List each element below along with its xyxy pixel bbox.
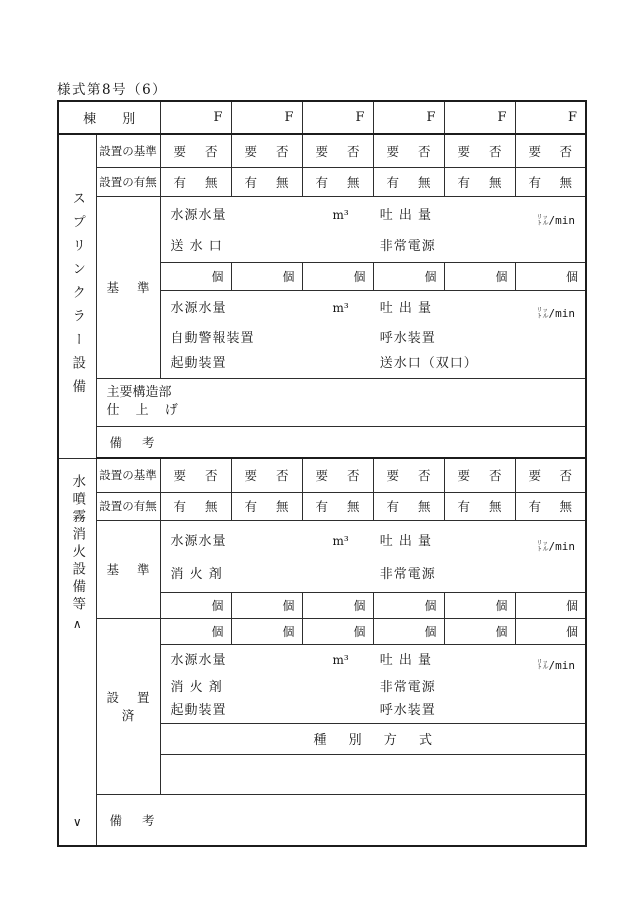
choice-not-required: 否 xyxy=(346,143,360,159)
required-choice-cell xyxy=(373,458,444,492)
standard-label: 基 準 xyxy=(96,196,160,378)
required-choice-cell xyxy=(515,458,586,492)
header-row xyxy=(58,101,586,134)
choice-not-required: 否 xyxy=(275,468,289,484)
main-structure-row xyxy=(58,378,586,426)
choice-present: 有 xyxy=(528,499,542,514)
count-cell: 個 xyxy=(444,262,515,290)
equipment-inspection-table xyxy=(57,100,587,847)
close-bracket: ∨ xyxy=(72,815,82,829)
extinguishing-agent-label: 消 火 剤 xyxy=(170,680,223,695)
choice-not-required: 否 xyxy=(417,468,431,484)
choice-required: 要 xyxy=(386,468,400,484)
choice-absent: 無 xyxy=(204,174,218,190)
floor-header-cell: F xyxy=(231,101,302,134)
liter-per-minute-unit: リッ トル /min xyxy=(536,658,575,672)
floor-header-cell: F xyxy=(444,101,515,134)
water-source-volume-label: 水源水量 xyxy=(170,652,227,668)
count-cell: 個 xyxy=(231,592,302,618)
count-cell: 個 xyxy=(302,592,373,618)
choice-absent: 無 xyxy=(417,174,431,190)
required-choice-cell xyxy=(302,134,373,167)
emergency-power-label: 非常電源 xyxy=(379,566,436,582)
cubic-meter-unit: m³ xyxy=(332,301,349,315)
presence-choice-cell xyxy=(160,167,231,196)
discharge-volume-label: 吐 出 量 xyxy=(379,652,433,668)
water-spray-remarks-row xyxy=(58,794,586,846)
required-choice-cell xyxy=(444,134,515,167)
discharge-volume-label: 吐 出 量 xyxy=(379,301,433,316)
starting-device-label: 起動装置 xyxy=(170,356,227,371)
count-cell: 個 xyxy=(515,592,586,618)
blank-cell xyxy=(160,754,586,794)
required-choice-cell xyxy=(160,458,231,492)
finish-label: 仕 上 げ xyxy=(106,403,184,418)
feed-water-inlet-double-label: 送水口（双口） xyxy=(379,356,478,371)
presence-choice-cell xyxy=(444,492,515,520)
choice-required: 要 xyxy=(244,468,258,484)
choice-required: 要 xyxy=(528,468,542,484)
choice-absent: 無 xyxy=(346,499,360,514)
choice-absent: 無 xyxy=(275,174,289,190)
extinguishing-agent-label: 消 火 剤 xyxy=(170,566,223,582)
installed-count-row xyxy=(58,618,586,644)
choice-absent: 無 xyxy=(488,174,502,190)
remarks-label: 備 考 xyxy=(96,426,586,458)
building-type-header: 棟 別 xyxy=(58,101,160,134)
floor-header-cell: F xyxy=(302,101,373,134)
standard-label: 基 準 xyxy=(96,520,160,618)
cubic-meter-unit: m³ xyxy=(332,208,349,223)
sprinkler-standard-row xyxy=(58,134,586,167)
presence-choice-cell xyxy=(515,167,586,196)
choice-required: 要 xyxy=(386,143,400,159)
water-source-volume-label: 水源水量 xyxy=(170,534,227,550)
presence-choice-cell xyxy=(302,167,373,196)
choice-absent: 無 xyxy=(417,499,431,514)
choice-absent: 無 xyxy=(346,174,360,190)
count-cell: 個 xyxy=(373,262,444,290)
choice-absent: 無 xyxy=(275,499,289,514)
installation-presence-label: 設置の有無 xyxy=(96,492,160,520)
priming-device-label: 呼水装置 xyxy=(379,703,436,719)
water-spray-standard-spec-cell xyxy=(160,520,586,592)
floor-header-cell: F xyxy=(515,101,586,134)
liter-per-minute-unit: リッ トル /min xyxy=(536,307,575,320)
water-spray-vertical-label: 水噴霧消火設備等 xyxy=(69,473,86,614)
auto-alarm-device-label: 自動警報装置 xyxy=(170,330,255,346)
cubic-meter-unit: m³ xyxy=(332,652,349,667)
choice-required: 要 xyxy=(315,468,329,484)
count-cell: 個 xyxy=(515,618,586,644)
choice-absent: 無 xyxy=(204,499,218,514)
required-choice-cell xyxy=(444,458,515,492)
discharge-volume-label: 吐 出 量 xyxy=(379,208,433,224)
required-choice-cell xyxy=(302,458,373,492)
cubic-meter-unit: m³ xyxy=(332,534,349,549)
choice-present: 有 xyxy=(244,499,258,514)
count-cell: 個 xyxy=(160,592,231,618)
presence-choice-cell xyxy=(302,492,373,520)
choice-not-required: 否 xyxy=(559,143,572,159)
remarks-label: 備 考 xyxy=(96,794,586,846)
water-spray-standard-row xyxy=(58,458,586,492)
water-spray-standard-spec-row xyxy=(58,520,586,592)
presence-choice-cell xyxy=(160,492,231,520)
floor-header-cell: F xyxy=(160,101,231,134)
choice-not-required: 否 xyxy=(204,143,218,159)
choice-required: 要 xyxy=(244,143,258,159)
water-source-volume-label: 水源水量 xyxy=(170,301,227,316)
choice-present: 有 xyxy=(173,499,187,514)
installation-presence-label: 設置の有無 xyxy=(96,167,160,196)
count-cell: 個 xyxy=(231,618,302,644)
presence-choice-cell xyxy=(515,492,586,520)
choice-not-required: 否 xyxy=(275,143,289,159)
count-cell: 個 xyxy=(373,592,444,618)
choice-present: 有 xyxy=(244,174,258,190)
choice-not-required: 否 xyxy=(346,468,360,484)
count-cell: 個 xyxy=(231,262,302,290)
water-source-volume-label: 水源水量 xyxy=(170,208,227,224)
liter-per-minute-unit: リッ トル /min xyxy=(536,214,575,228)
sprinkler-devices-cell xyxy=(160,290,586,378)
presence-choice-cell xyxy=(231,167,302,196)
installation-standard-label: 設置の基準 xyxy=(96,134,160,167)
installed-devices-cell xyxy=(160,644,586,723)
required-choice-cell xyxy=(231,458,302,492)
required-choice-cell xyxy=(160,134,231,167)
emergency-power-label: 非常電源 xyxy=(379,680,436,695)
required-choice-cell xyxy=(231,134,302,167)
choice-present: 有 xyxy=(315,499,329,514)
choice-not-required: 否 xyxy=(204,468,218,484)
choice-present: 有 xyxy=(528,174,542,190)
sprinkler-section-label-cell xyxy=(58,134,96,458)
choice-present: 有 xyxy=(457,499,471,514)
sprinkler-standard-spec-row xyxy=(58,196,586,262)
discharge-volume-label: 吐 出 量 xyxy=(379,534,433,550)
choice-present: 有 xyxy=(457,174,471,190)
choice-not-required: 否 xyxy=(488,143,502,159)
choice-present: 有 xyxy=(173,174,187,190)
required-choice-cell xyxy=(373,134,444,167)
choice-not-required: 否 xyxy=(559,468,572,484)
choice-not-required: 否 xyxy=(488,468,502,484)
choice-required: 要 xyxy=(173,468,187,484)
count-cell: 個 xyxy=(302,262,373,290)
count-cell: 個 xyxy=(160,618,231,644)
count-cell: 個 xyxy=(373,618,444,644)
liter-per-minute-unit: リッ トル /min xyxy=(536,540,575,554)
form-title: 様式第8号（6） xyxy=(57,82,168,98)
priming-device-label: 呼水装置 xyxy=(379,330,436,346)
choice-present: 有 xyxy=(386,499,400,514)
sprinkler-presence-row xyxy=(58,167,586,196)
main-structure-cell xyxy=(96,378,586,426)
emergency-power-label: 非常電源 xyxy=(379,238,436,254)
presence-choice-cell xyxy=(444,167,515,196)
count-cell: 個 xyxy=(444,618,515,644)
open-bracket: ∧ xyxy=(72,616,82,631)
choice-absent: 無 xyxy=(559,499,572,514)
water-spray-presence-row xyxy=(58,492,586,520)
floor-header-cell: F xyxy=(373,101,444,134)
choice-required: 要 xyxy=(173,143,187,159)
sprinkler-standard-spec-cell xyxy=(160,196,586,262)
presence-choice-cell xyxy=(231,492,302,520)
installation-standard-label: 設置の基準 xyxy=(96,458,160,492)
required-choice-cell xyxy=(515,134,586,167)
starting-device-label: 起動装置 xyxy=(170,703,227,719)
choice-required: 要 xyxy=(528,143,542,159)
presence-choice-cell xyxy=(373,492,444,520)
main-structure-label: 主要構造部 xyxy=(106,385,172,400)
choice-required: 要 xyxy=(457,143,471,159)
choice-absent: 無 xyxy=(488,499,502,514)
installed-label: 設 置 済 xyxy=(96,618,160,794)
choice-absent: 無 xyxy=(559,174,572,190)
type-method-label: 種 別 方 式 xyxy=(160,723,586,754)
choice-present: 有 xyxy=(386,174,400,190)
count-cell: 個 xyxy=(160,262,231,290)
presence-choice-cell xyxy=(373,167,444,196)
feed-water-inlet-label: 送 水 口 xyxy=(170,238,223,254)
choice-required: 要 xyxy=(315,143,329,159)
choice-present: 有 xyxy=(315,174,329,190)
choice-not-required: 否 xyxy=(417,143,431,159)
sprinkler-vertical-label: スプリンクラー設備 xyxy=(69,190,86,402)
sprinkler-remarks-row xyxy=(58,426,586,458)
choice-required: 要 xyxy=(457,468,471,484)
water-spray-section-label-cell xyxy=(58,458,96,846)
count-cell: 個 xyxy=(515,262,586,290)
count-cell: 個 xyxy=(302,618,373,644)
count-cell: 個 xyxy=(444,592,515,618)
